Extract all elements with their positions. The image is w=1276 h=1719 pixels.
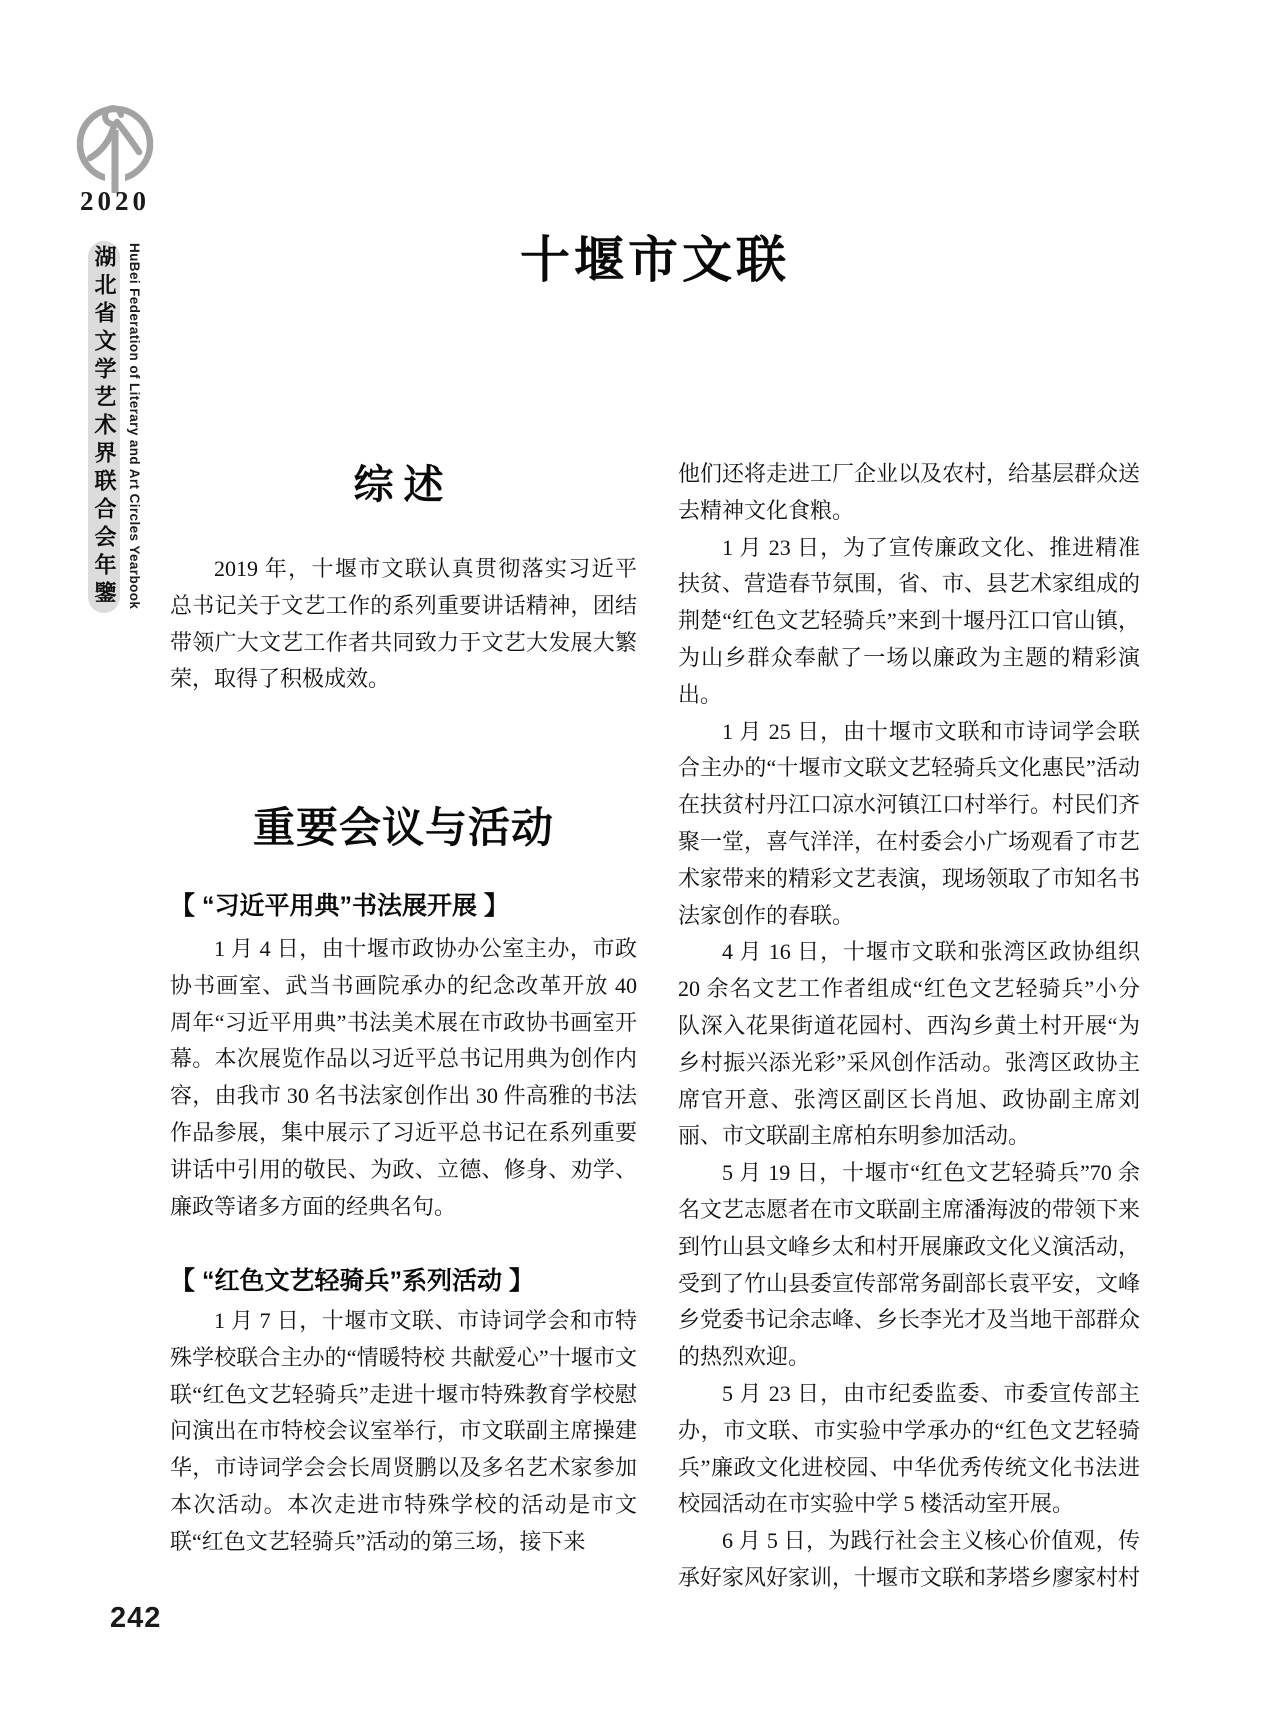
- right-column: [678, 456, 1140, 1597]
- federation-emblem-icon: [72, 100, 158, 200]
- body-paragraph: 1 月 23 日，为了宣传廉政文化、推进精准扶贫、营造春节氛围，省、市、县艺术家组成的荆楚“红色文艺轻骑兵”来到十堰丹江口官山镇，为山乡群众奉献了一场以廉政为主题的精彩演出。: [678, 534, 1141, 707]
- paragraph: 1 月 4 日，由十堰市政协办公室主办，市政协书画室、武当书画院承办的纪念改革开放 40 周年“习近平用典”书法美术展在市政协书画室开幕。本次展览作品以习近平总书记用典为创作内容，由我市 30 名书法家创作出 30 件高雅的书法作品参展，集中展示了习近平总书记在系列重要讲话中引用的敬民、为政、立德、修身、劝学、廉政等诸多方面的经典名句。: [170, 936, 637, 1219]
- subsection-1-heading: 【 “习近平用典”书法展开展 】: [170, 892, 509, 920]
- year-label: 2020: [80, 186, 150, 216]
- subsection-2-heading: 【 “红色文艺轻骑兵”系列活动 】: [170, 1267, 534, 1295]
- page-title: 十堰市文联: [520, 232, 790, 288]
- body-paragraph: 4 月 16 日，十堰市文联和张湾区政协组织 20 余名文艺工作者组成“红色文艺轻骑兵”小分队深入花果街道花园村、西沟乡黄土村开展“为乡村振兴添光彩”采风创作活动。张湾区政协主席官开意、张湾区副区长肖旭、政协副主席刘丽、市文联副主席柏东明参加活动。: [678, 939, 1140, 1149]
- body-paragraph: 5 月 23 日，由市纪委监委、市委宣传部主办，市文联、市实验中学承办的“红色文艺轻骑兵”廉政文化进校园、中华优秀传统文化书法进校园活动在市实验中学 5 楼活动室开展。: [678, 1380, 1140, 1517]
- subsection-1-paragraph: [170, 931, 637, 1225]
- paragraph: 1 月 7 日，十堰市文联、市诗词学会和市特殊学校联合主办的“情暖特校 共献爱心”十堰市文联“红色文艺轻骑兵”走进十堰市特殊教育学校慰问演出在市特校会议室举行，市文联副主席操建华，市诗词学会会长周贤鹏以及多名艺术家参加本次活动。本次走进市特殊学校的活动是市文联“红色文艺轻骑兵”活动的第三场，接下来: [170, 1308, 637, 1554]
- meetings-heading: 重要会议与活动: [252, 804, 554, 851]
- body-paragraph: 他们还将走进工厂企业以及农村，给基层群众送去精神文化食粮。: [678, 461, 1141, 523]
- sidebar-title-pill: [88, 241, 120, 613]
- body-paragraph: 5 月 19 日，十堰市“红色文艺轻骑兵”70 余名文艺志愿者在市文联副主席潘海波的带领下来到竹山县文峰乡太和村开展廉政文化义演活动，受到了竹山县委宣传部常务副部长袁平安，文峰乡党委书记余志峰、乡长李光才及当地干部群众的热烈欢迎。: [678, 1160, 1141, 1370]
- body-paragraph: 6 月 5 日，为践行社会主义核心价值观，传承好家风好家训，十堰市文联和茅塔乡廖家村村: [678, 1528, 1141, 1590]
- paragraph: 2019 年，十堰市文联认真贯彻落实习近平总书记关于文艺工作的系列重要讲话精神，团结带领广大文艺工作者共同致力于文艺大发展大繁荣，取得了积极成效。: [170, 556, 637, 692]
- overview-paragraph: [170, 551, 637, 698]
- page-number: 242: [110, 1602, 162, 1634]
- sidebar-title-cn: 湖北省文学艺术界联合会年鑒: [92, 245, 117, 609]
- body-paragraph: 1 月 25 日，由十堰市文联和市诗词学会联合主办的“十堰市文联文艺轻骑兵文化惠民”活动在扶贫村丹江口凉水河镇江口村举行。村民们齐聚一堂，喜气洋洋，在村委会小广场观看了市艺术家带来的精彩文艺表演，现场领取了市知名书法家创作的春联。: [678, 718, 1141, 928]
- overview-heading: 综述: [353, 462, 454, 507]
- subsection-2-paragraph: [170, 1303, 637, 1561]
- sidebar-title-en: HuBei Federation of Literary and Art Circles Yearbook: [127, 243, 142, 610]
